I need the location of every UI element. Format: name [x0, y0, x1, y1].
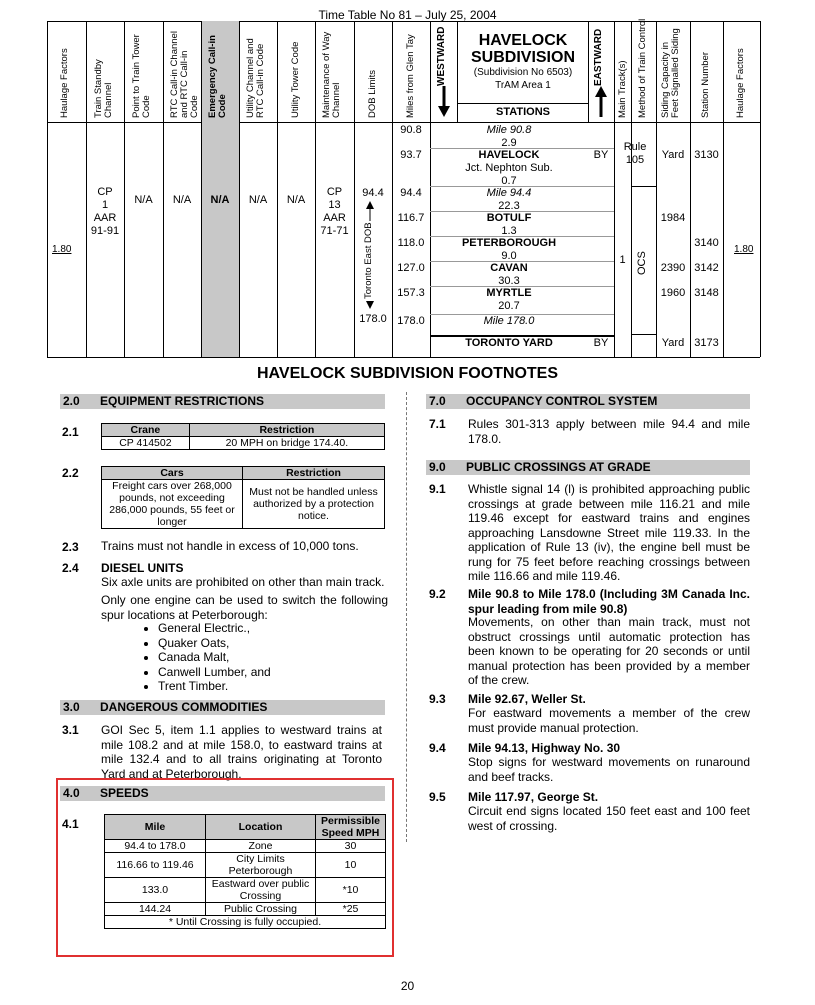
rule-text: Rule 105 — [623, 141, 647, 166]
col-rtc-callin: RTC Call-in Channel and RTC Call-in Code — [169, 31, 200, 118]
section-7-0: 7.0 OCCUPANCY CONTROL SYSTEM — [426, 394, 750, 409]
speeds-table: Mile Location Permissible Speed MPH 94.4 to 178.0 Zone 30 116.66 to 119.46 City Limits Peterborough 10 133.0 Eastward over public Crossing *10 144.24 Public Crossing *25 * Until Crossing is fully occupied. — [104, 814, 386, 929]
col-maintenance: Maintenance of Way Channel — [321, 31, 342, 118]
station-mile: 157.3 — [397, 287, 425, 299]
text-3-1: GOI Sec 5, item 1.1 applies to westward trains at mile 108.2 and at mile 158.0, to eastward trains at mile 132.4 and to all trains originating at Toronto Yard and at Peterborough. — [101, 723, 382, 781]
list-item: • General Electric., — [158, 621, 271, 636]
train-standby-value: CP 1 AAR 91-91 — [90, 186, 120, 237]
station-mile: 90.8 — [400, 124, 422, 136]
col-siding: Siding Capacity in Feet Signalled Siding — [660, 28, 681, 118]
col-dob-limits: DOB Limits — [367, 69, 378, 118]
station-name: CAVAN — [490, 262, 528, 274]
tower-value: N/A — [286, 194, 306, 206]
text-9-5: Circuit end signs located 150 feet east and 100 feet west of crossing. — [468, 804, 750, 833]
text-9-1: Whistle signal 14 (l) is prohibited approaching public crossings at grade between mile 116.21 and mile 119.46 except for eastward trains and engines approaching Lansdowne Street mile 119.33. In the application of Rule 13 (iv), the engine bell must be rung for 75 feet before reaching crossings between mile 116.66 and mile 119.46. — [468, 482, 750, 583]
col-haulage-right: Haulage Factors — [735, 48, 746, 118]
station-distance: 1.3 — [501, 225, 517, 237]
title-9-3: Mile 92.67, Weller St. — [468, 692, 586, 706]
col-haulage-left: Haulage Factors — [59, 48, 70, 118]
title-9-5: Mile 117.97, George St. — [468, 790, 599, 804]
rtc-callin-value: N/A — [172, 194, 192, 206]
col-train-standby: Train Standby Channel — [93, 59, 114, 118]
tram-area: TrAM Area 1 — [495, 80, 551, 91]
station-siding: Yard — [661, 337, 685, 349]
text-2-4a: Six axle units are prohibited on other than main track. — [101, 575, 385, 589]
list-item: • Canada Malt, — [158, 650, 271, 665]
stations-label: STATIONS — [496, 106, 550, 118]
diesel-units-title: DIESEL UNITS — [101, 561, 184, 575]
list-item: • Canwell Lumber, and — [158, 665, 271, 680]
station-name: PETERBOROUGH — [461, 237, 557, 249]
dob-bottom: 178.0 — [359, 313, 387, 325]
num-9-4: 9.4 — [429, 741, 446, 755]
col-miles: Miles from Glen Tay — [405, 34, 416, 118]
timetable-title: Time Table No 81 – July 25, 2004 — [318, 8, 497, 22]
station-mile: 178.0 — [397, 315, 425, 327]
num-3-1: 3.1 — [62, 723, 79, 737]
station-number: 3148 — [694, 287, 719, 299]
section-2-0: 2.0 EQUIPMENT RESTRICTIONS — [60, 394, 385, 409]
station-mile: 118.0 — [397, 237, 425, 249]
num-4-1: 4.1 — [62, 817, 79, 831]
col-method: Method of Train Control — [637, 18, 648, 118]
dob-text: Toronto East DOB — [363, 222, 374, 300]
num-9-5: 9.5 — [429, 790, 446, 804]
station-number: 3130 — [694, 149, 719, 161]
station-distance: 22.3 — [498, 200, 520, 212]
station-distance: 30.3 — [498, 275, 520, 287]
list-item: • Quaker Oats, — [158, 636, 271, 651]
col-utility-tower: Utility Tower Code — [290, 41, 301, 118]
ocs-text: OCS — [636, 251, 648, 275]
dob-top: 94.4 — [362, 187, 384, 199]
emergency-value: N/A — [210, 194, 230, 206]
station-by: BY — [593, 337, 609, 349]
station-name: Mile 90.8 — [486, 124, 532, 136]
col-point-to-train: Point to Train Tower Code — [131, 34, 152, 118]
station-mile: 116.7 — [397, 212, 425, 224]
station-distance: 0.7 — [501, 175, 517, 187]
col-emergency: Emergency Call-in Code — [207, 35, 228, 118]
col-main-tracks: Main Track(s) — [617, 60, 628, 118]
haulage-left-value: 1.80 — [52, 244, 72, 255]
speeds-note: * Until Crossing is fully occupied. — [105, 916, 386, 929]
station-number: 3142 — [694, 262, 719, 274]
num-2-1: 2.1 — [62, 425, 79, 439]
num-9-1: 9.1 — [429, 482, 446, 496]
num-2-2: 2.2 — [62, 466, 79, 480]
station-distance: 20.7 — [498, 300, 520, 312]
num-2-4: 2.4 — [62, 561, 79, 575]
col-utility-channel: Utility Channel and RTC Call-in Code — [245, 38, 266, 118]
subdivision-name: HAVELOCK SUBDIVISION — [470, 32, 575, 66]
point-to-train-value: N/A — [134, 194, 153, 206]
cars-table: Cars Restriction Freight cars over 268,000 pounds, not exceeding 286,000 pounds, 55 feet or longer Must not be handled unless authorized by a protection notice. — [101, 466, 385, 529]
num-7-1: 7.1 — [429, 417, 446, 431]
text-2-4b: Only one engine can be used to switch the following spur locations at Peterborough: — [101, 593, 388, 622]
text-9-2: Movements, on other than main track, must not obstruct crossings until automatic protection has been known to be operating for 20 seconds or until manual protection has been provided by a member of the crew. — [468, 615, 750, 687]
section-9-0: 9.0 PUBLIC CROSSINGS AT GRADE — [426, 460, 750, 475]
text-2-3: Trains must not handle in excess of 10,000 tons. — [101, 539, 359, 553]
station-name: BOTULF — [486, 212, 532, 224]
col-station-number: Station Number — [700, 51, 711, 118]
station-mile: 94.4 — [400, 187, 422, 199]
station-mile: 93.7 — [400, 149, 422, 161]
num-9-2: 9.2 — [429, 587, 446, 601]
station-number: 3140 — [694, 237, 719, 249]
eastward-label: EASTWARD — [593, 28, 604, 86]
section-4-0: 4.0 SPEEDS — [60, 786, 385, 801]
footnotes-title: HAVELOCK SUBDIVISION FOOTNOTES — [256, 365, 559, 382]
station-siding: 1960 — [660, 287, 686, 299]
westward-label: WESTWARD — [436, 26, 447, 86]
title-9-2: Mile 90.8 to Mile 178.0 (Including 3M Canada Inc. spur leading from mile 90.8) — [468, 587, 750, 616]
list-item: • Trent Timber. — [158, 679, 271, 694]
subdivision-number: (Subdivision No 6503) — [473, 67, 573, 78]
station-name: HAVELOCK — [478, 149, 540, 161]
num-9-3: 9.3 — [429, 692, 446, 706]
station-distance: 9.0 — [501, 250, 517, 262]
text-7-1: Rules 301-313 apply between mile 94.4 and mile 178.0. — [468, 417, 750, 446]
eastward-arrow-icon — [594, 86, 608, 123]
num-2-3: 2.3 — [62, 540, 79, 554]
station-name: Mile 94.4 — [486, 187, 532, 199]
station-mile: 127.0 — [397, 262, 425, 274]
station-name: MYRTLE — [486, 287, 532, 299]
page-number: 20 — [400, 979, 415, 993]
station-siding: Yard — [661, 149, 685, 161]
utility-value: N/A — [248, 194, 268, 206]
station-distance: 2.9 — [501, 137, 517, 149]
station-name: Mile 178.0 — [483, 315, 535, 327]
text-9-3: For eastward movements a member of the crew must provide manual protection. — [468, 706, 750, 735]
haulage-right-value: 1.80 — [734, 244, 754, 255]
title-9-4: Mile 94.13, Highway No. 30 — [468, 741, 621, 755]
station-by: BY — [593, 149, 609, 161]
station-siding: 2390 — [660, 262, 686, 274]
station-siding: 1984 — [660, 212, 686, 224]
main-tracks-value: 1 — [619, 254, 626, 266]
station-number: 3173 — [694, 337, 719, 349]
table-cell: 94.4 to 178.0 — [105, 840, 206, 853]
station-sub: Jct. Nephton Sub. — [465, 162, 553, 174]
text-9-4: Stop signs for westward movements on runaround and beef tracks. — [468, 755, 750, 784]
spur-list — [140, 621, 271, 694]
westward-arrow-icon — [437, 86, 451, 123]
station-name: TORONTO YARD — [465, 337, 553, 349]
section-3-0: 3.0 DANGEROUS COMMODITIES — [60, 700, 385, 715]
crane-table: Crane Restriction CP 414502 20 MPH on bridge 174.40. — [101, 423, 385, 450]
maintenance-value: CP 13 AAR 71-71 — [320, 186, 349, 237]
